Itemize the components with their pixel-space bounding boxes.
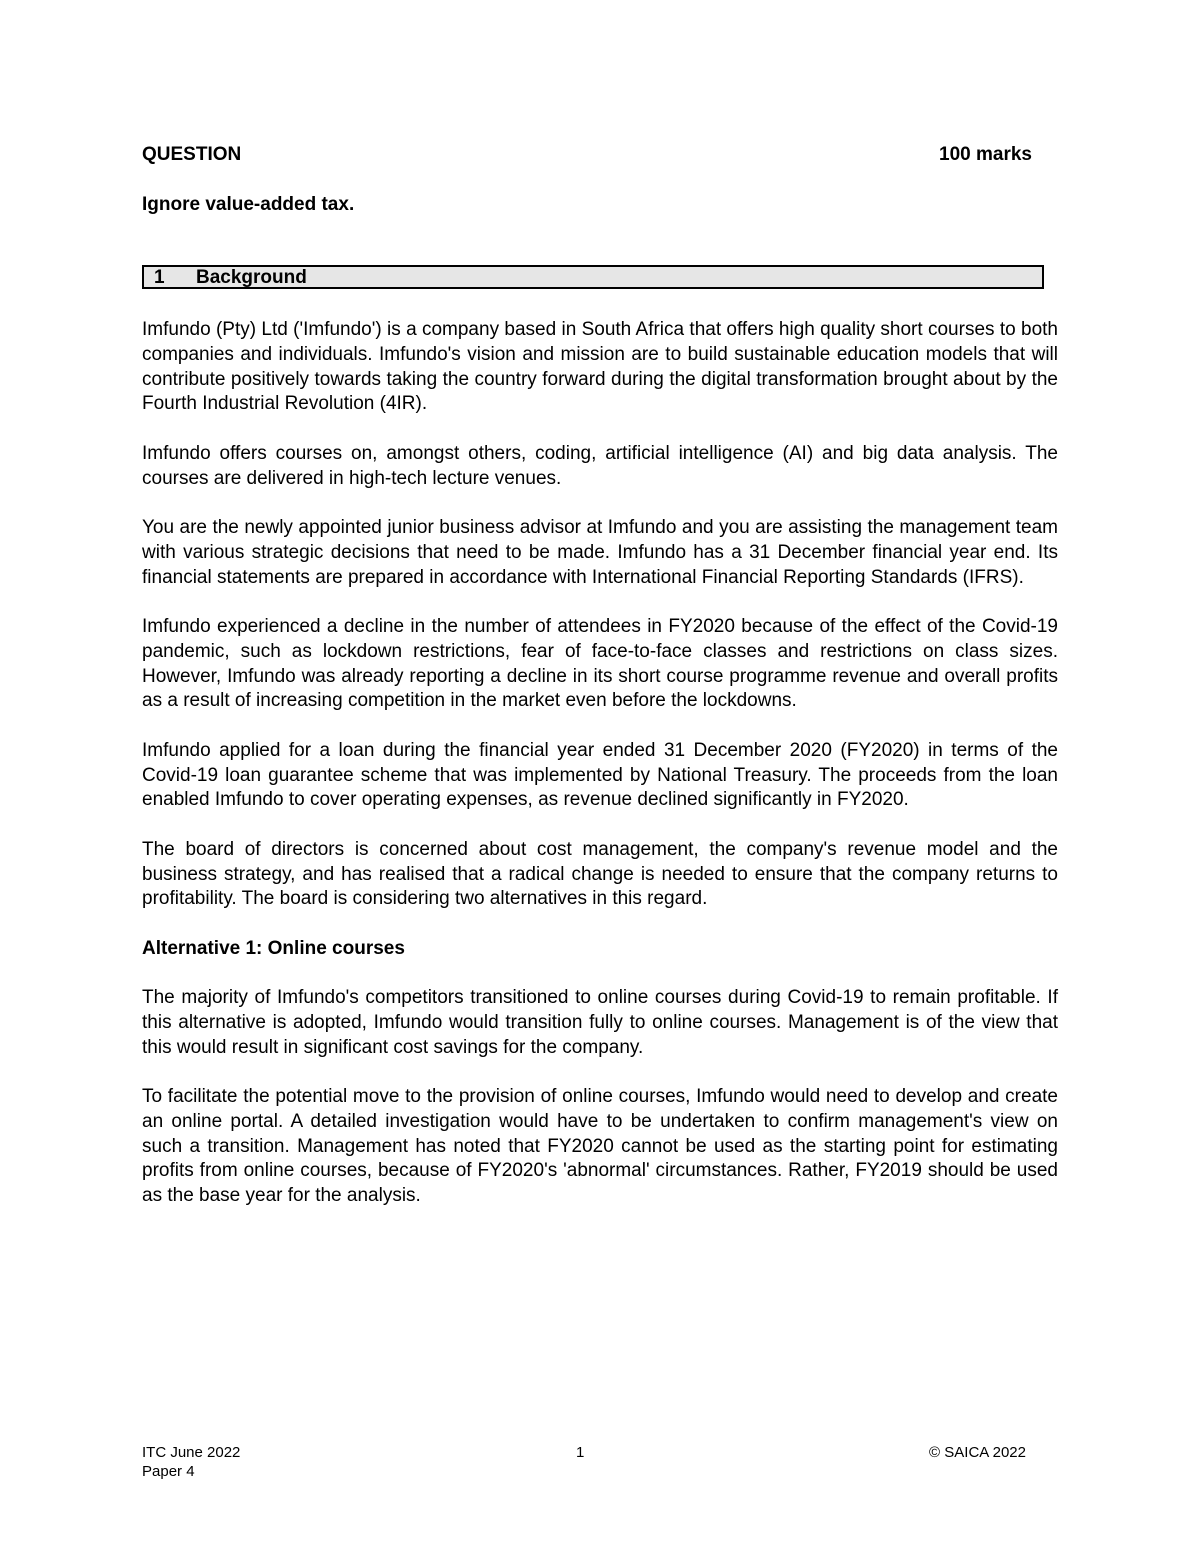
footer-copyright: © SAICA 2022	[929, 1444, 1026, 1461]
alternative-1-heading: Alternative 1: Online courses	[142, 937, 405, 959]
question-header	[142, 143, 1032, 167]
footer-left	[142, 1443, 240, 1481]
footer-paper: Paper 4	[142, 1463, 195, 1480]
section-heading-box	[142, 265, 1044, 289]
question-label: QUESTION	[142, 144, 242, 165]
instruction-text: Ignore value-added tax.	[142, 194, 355, 215]
paragraph: Imfundo experienced a decline in the number of attendees in FY2020 because of the effect of the Covid-19 pandemic, such as lockdown restrictions, fear of face-to-face classes and restrictions on class sizes. However, Imfundo was already reporting a decline in its short course programme revenue and overall profits as a result of increasing competition in the market even before the lockdowns.	[142, 615, 1058, 712]
body-content	[142, 318, 1058, 1234]
footer-page-number: 1	[576, 1444, 585, 1461]
paragraph: The majority of Imfundo's competitors transitioned to online courses during Covid-19 to remain profitable. If this alternative is adopted, Imfundo would transition fully to online courses. Management is of the view that this would result in significant cost savings for the company.	[142, 987, 1058, 1058]
paragraph: You are the newly appointed junior business advisor at Imfundo and you are assisting the management team with various strategic decisions that need to be made. Imfundo has a 31 December financial year end. Its financial statements are prepared in accordance with International Financial Reporting Standards (IFRS).	[142, 516, 1058, 588]
paragraph: Imfundo offers courses on, amongst others, coding, artificial intelligence (AI) and big data analysis. The courses are delivered in high-tech lecture venues.	[142, 442, 1058, 489]
paragraph: To facilitate the potential move to the provision of online courses, Imfundo would need to develop and create an online portal. A detailed investigation would have to be undertaken to confirm management's view on such a transition. Management has noted that FY2020 cannot be used as the starting point for estimating profits from online courses, because of FY2020's 'abnormal' circumstances. Rather, FY2019 should be used as the base year for the analysis.	[142, 1086, 1058, 1207]
marks-label: 100 marks	[939, 144, 1032, 165]
section-number: 1	[154, 267, 165, 288]
paragraph: Imfundo (Pty) Ltd ('Imfundo') is a company based in South Africa that offers high quality short courses to both companies and individuals. Imfundo's vision and mission are to build sustainable education models that will contribute positively towards taking the country forward during the digital transformation brought about by the Fourth Industrial Revolution (4IR).	[142, 319, 1058, 415]
paragraph: Imfundo applied for a loan during the financial year ended 31 December 2020 (FY2020) in terms of the Covid-19 loan guarantee scheme that was implemented by National Treasury. The proceeds from the loan enabled Imfundo to cover operating expenses, as revenue declined significantly in FY2020.	[142, 739, 1058, 811]
footer-exam: ITC June 2022	[142, 1444, 241, 1461]
paragraph: The board of directors is concerned about cost management, the company's revenue model and the business strategy, and has realised that a radical change is needed to ensure that the company returns to profitability. The board is considering two alternatives in this regard.	[142, 838, 1058, 910]
section-title: Background	[196, 267, 307, 288]
